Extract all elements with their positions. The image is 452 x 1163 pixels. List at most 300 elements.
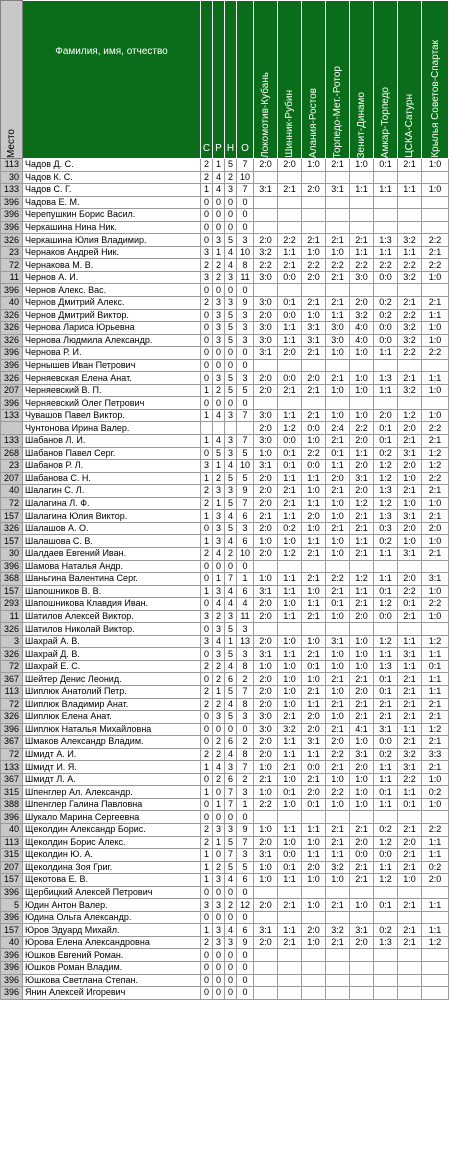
prediction-cell: 2:1 — [302, 547, 326, 560]
player-name-cell: Шалашова С. В. — [23, 535, 201, 548]
prediction-cell: 0:0 — [374, 610, 398, 623]
prediction-cell: 2:0 — [422, 874, 449, 887]
prediction-cell: 3:1 — [398, 510, 422, 523]
prediction-cell: 2:1 — [398, 159, 422, 172]
wins-cell: 0 — [201, 987, 213, 1000]
table-row — [1, 711, 449, 724]
stat-header-r: Р — [213, 1, 225, 159]
prediction-cell — [254, 284, 278, 297]
prediction-cell: 2:2 — [350, 422, 374, 435]
prediction-cell: 3:0 — [326, 322, 350, 335]
prediction-cell: 1:1 — [374, 246, 398, 259]
table-row — [1, 573, 449, 586]
player-name-cell: Шаньгина Валентина Серг. — [23, 573, 201, 586]
losses-cell: 3 — [225, 435, 237, 448]
points-cell: 0 — [237, 209, 254, 222]
prediction-cell — [422, 209, 449, 222]
points-cell: 3 — [237, 234, 254, 247]
player-name-cell: Чадов С. Г. — [23, 184, 201, 197]
prediction-cell: 3:1 — [374, 723, 398, 736]
prediction-cell: 2:1 — [302, 573, 326, 586]
prediction-cell: 2:0 — [374, 409, 398, 422]
prediction-cell: 2:1 — [326, 936, 350, 949]
prediction-cell: 1:0 — [398, 535, 422, 548]
prediction-cell: 4:1 — [350, 723, 374, 736]
losses-cell: 0 — [225, 560, 237, 573]
points-cell: 6 — [237, 510, 254, 523]
prediction-cell: 1:1 — [302, 497, 326, 510]
table-row — [1, 359, 449, 372]
prediction-cell: 1:2 — [350, 573, 374, 586]
points-cell: 7 — [237, 184, 254, 197]
prediction-cell — [278, 284, 302, 297]
prediction-cell: 1:2 — [422, 936, 449, 949]
prediction-cell: 2:1 — [278, 711, 302, 724]
prediction-cell — [374, 962, 398, 975]
rank-cell: 113 — [1, 685, 23, 698]
prediction-cell: 1:2 — [278, 547, 302, 560]
prediction-cell: 2:0 — [326, 472, 350, 485]
prediction-cell: 1:1 — [374, 648, 398, 661]
wins-cell: 0 — [201, 911, 213, 924]
prediction-cell: 1:0 — [350, 660, 374, 673]
prediction-cell: 0:1 — [278, 447, 302, 460]
points-cell: 8 — [237, 748, 254, 761]
draws-cell: 3 — [213, 648, 225, 661]
prediction-cell: 1:1 — [302, 535, 326, 548]
prediction-cell: 3:2 — [254, 246, 278, 259]
prediction-cell: 1:1 — [374, 761, 398, 774]
player-name-cell: Чадова Е. М. — [23, 196, 201, 209]
prediction-cell: 2:2 — [254, 798, 278, 811]
prediction-cell: 2:1 — [278, 259, 302, 272]
prediction-cell: 3:0 — [254, 271, 278, 284]
points-cell: 0 — [237, 560, 254, 573]
prediction-cell: 2:1 — [326, 485, 350, 498]
prediction-cell: 1:0 — [422, 497, 449, 510]
wins-cell: 0 — [201, 447, 213, 460]
prediction-cell — [350, 949, 374, 962]
prediction-cell: 2:2 — [374, 259, 398, 272]
table-row — [1, 673, 449, 686]
prediction-cell: 2:0 — [302, 786, 326, 799]
draws-cell: 3 — [213, 522, 225, 535]
prediction-cell: 2:1 — [350, 510, 374, 523]
prediction-cell — [350, 284, 374, 297]
wins-cell: 0 — [201, 560, 213, 573]
prediction-cell — [254, 886, 278, 899]
prediction-cell: 2:1 — [398, 936, 422, 949]
prediction-cell: 1:0 — [302, 585, 326, 598]
points-cell: 7 — [237, 409, 254, 422]
prediction-cell: 1:1 — [422, 685, 449, 698]
prediction-cell: 1:0 — [302, 159, 326, 172]
prediction-cell: 1:1 — [326, 849, 350, 862]
losses-cell: 5 — [225, 497, 237, 510]
prediction-cell: 1:0 — [254, 823, 278, 836]
prediction-cell: 3:0 — [254, 711, 278, 724]
prediction-cell: 2:1 — [374, 711, 398, 724]
prediction-cell: 1:0 — [422, 535, 449, 548]
prediction-cell — [374, 987, 398, 1000]
prediction-cell — [350, 911, 374, 924]
prediction-cell — [422, 560, 449, 573]
prediction-cell: 1:0 — [326, 535, 350, 548]
prediction-cell — [398, 209, 422, 222]
losses-cell: 1 — [225, 635, 237, 648]
prediction-cell: 3:1 — [302, 322, 326, 335]
table-row — [1, 510, 449, 523]
prediction-cell: 2:0 — [254, 372, 278, 385]
prediction-cell: 2:1 — [398, 899, 422, 912]
table-row — [1, 485, 449, 498]
prediction-cell: 2:1 — [422, 761, 449, 774]
player-name-cell: Шпенглер Ал. Александр. — [23, 786, 201, 799]
prediction-cell — [374, 284, 398, 297]
rank-cell: 396 — [1, 962, 23, 975]
wins-cell: 1 — [201, 861, 213, 874]
prediction-cell: 1:0 — [326, 409, 350, 422]
prediction-cell — [374, 359, 398, 372]
prediction-cell: 1:0 — [326, 347, 350, 360]
table-row — [1, 372, 449, 385]
prediction-cell: 2:2 — [398, 259, 422, 272]
points-cell: 9 — [237, 297, 254, 310]
losses-cell: 3 — [225, 485, 237, 498]
draws-cell: 4 — [213, 761, 225, 774]
prediction-cell: 2:0 — [254, 159, 278, 172]
prediction-cell: 2:0 — [278, 159, 302, 172]
losses-cell: 3 — [225, 936, 237, 949]
prediction-cell — [422, 949, 449, 962]
wins-cell: 0 — [201, 522, 213, 535]
rank-cell: 396 — [1, 974, 23, 987]
draws-cell: 3 — [213, 334, 225, 347]
stat-header-s: С — [201, 1, 213, 159]
losses-cell: 0 — [225, 359, 237, 372]
prediction-cell: 3:1 — [398, 547, 422, 560]
points-cell: 13 — [237, 635, 254, 648]
table-row — [1, 798, 449, 811]
player-name-cell: Черняевский В. П. — [23, 384, 201, 397]
points-cell: 1 — [237, 573, 254, 586]
table-row — [1, 660, 449, 673]
player-name-cell: Шейтер Денис Леонид. — [23, 673, 201, 686]
draws-cell: 0 — [213, 911, 225, 924]
prediction-cell: 2:2 — [398, 309, 422, 322]
prediction-cell: 1:0 — [302, 836, 326, 849]
wins-cell: 0 — [201, 347, 213, 360]
prediction-cell: 1:2 — [422, 723, 449, 736]
prediction-cell: 1:0 — [398, 497, 422, 510]
table-row — [1, 987, 449, 1000]
wins-cell: 3 — [201, 899, 213, 912]
prediction-cell — [278, 811, 302, 824]
prediction-cell: 2:1 — [326, 723, 350, 736]
prediction-cell: 3:1 — [302, 334, 326, 347]
losses-cell: 7 — [225, 786, 237, 799]
table-row — [1, 209, 449, 222]
prediction-cell: 1:0 — [350, 798, 374, 811]
prediction-cell: 2:1 — [326, 823, 350, 836]
prediction-cell — [302, 886, 326, 899]
player-name-cell: Чадов Д. С. — [23, 159, 201, 172]
prediction-cell: 1:0 — [254, 535, 278, 548]
prediction-cell: 2:0 — [350, 761, 374, 774]
player-name-cell: Черкашина Нина Ник. — [23, 221, 201, 234]
table-row — [1, 924, 449, 937]
rank-cell: 30 — [1, 171, 23, 184]
rank-cell: 157 — [1, 924, 23, 937]
player-name-cell: Черняевская Елена Анат. — [23, 372, 201, 385]
table-row — [1, 460, 449, 473]
wins-cell: 0 — [201, 949, 213, 962]
wins-cell: 0 — [201, 322, 213, 335]
player-name-cell: Шабанов Павел Серг. — [23, 447, 201, 460]
table-row — [1, 761, 449, 774]
prediction-cell: 0:1 — [374, 786, 398, 799]
prediction-cell — [326, 962, 350, 975]
rank-cell: 315 — [1, 849, 23, 862]
rank-cell: 11 — [1, 271, 23, 284]
losses-cell: 5 — [225, 472, 237, 485]
draws-cell: 3 — [213, 309, 225, 322]
rank-cell: 396 — [1, 560, 23, 573]
wins-cell: 0 — [201, 974, 213, 987]
points-cell: 0 — [237, 397, 254, 410]
wins-cell: 0 — [201, 221, 213, 234]
prediction-cell: 1:1 — [278, 510, 302, 523]
losses-cell: 0 — [225, 911, 237, 924]
prediction-cell — [254, 221, 278, 234]
prediction-cell: 0:1 — [374, 435, 398, 448]
prediction-cell: 0:1 — [278, 297, 302, 310]
points-cell: 3 — [237, 623, 254, 636]
prediction-cell: 1:0 — [422, 384, 449, 397]
prediction-cell: 2:0 — [350, 485, 374, 498]
draws-cell: 4 — [213, 171, 225, 184]
rank-cell: 367 — [1, 773, 23, 786]
draws-cell: 2 — [213, 472, 225, 485]
prediction-cell: 0:2 — [422, 786, 449, 799]
prediction-cell — [350, 962, 374, 975]
points-cell: 3 — [237, 522, 254, 535]
rank-cell: 396 — [1, 359, 23, 372]
prediction-cell: 2:0 — [350, 460, 374, 473]
prediction-cell — [278, 560, 302, 573]
prediction-cell: 3:1 — [326, 635, 350, 648]
player-name-cell: Юрова Елена Александровна — [23, 936, 201, 949]
prediction-cell: 4:0 — [350, 334, 374, 347]
prediction-cell: 1:1 — [278, 610, 302, 623]
table-row — [1, 849, 449, 862]
draws-cell: 0 — [213, 284, 225, 297]
rank-cell: 396 — [1, 221, 23, 234]
prediction-cell — [254, 196, 278, 209]
prediction-cell — [278, 623, 302, 636]
prediction-cell: 1:0 — [254, 447, 278, 460]
table-row — [1, 823, 449, 836]
prediction-cell — [398, 886, 422, 899]
wins-cell: 0 — [201, 798, 213, 811]
prediction-cell: 0:1 — [302, 798, 326, 811]
prediction-cell: 3:0 — [254, 723, 278, 736]
prediction-cell: 2:1 — [278, 485, 302, 498]
prediction-cell — [278, 209, 302, 222]
rank-cell: 72 — [1, 698, 23, 711]
wins-cell: 0 — [201, 648, 213, 661]
rank-cell: 396 — [1, 987, 23, 1000]
prediction-cell: 2:1 — [398, 372, 422, 385]
prediction-cell: 1:0 — [326, 874, 350, 887]
player-name-cell: Чернаков Андрей Ник. — [23, 246, 201, 259]
prediction-cell — [254, 811, 278, 824]
table-row — [1, 560, 449, 573]
prediction-cell: 1:0 — [326, 773, 350, 786]
wins-cell: 1 — [201, 472, 213, 485]
losses-cell — [225, 422, 237, 435]
prediction-cell: 1:0 — [254, 660, 278, 673]
prediction-cell: 2:1 — [302, 773, 326, 786]
prediction-cell: 2:1 — [302, 610, 326, 623]
rank-cell: 11 — [1, 610, 23, 623]
match-header: Алания-Ростов — [302, 1, 326, 159]
rank-cell: 207 — [1, 384, 23, 397]
prediction-cell: 1:1 — [278, 874, 302, 887]
rank-cell: 5 — [1, 899, 23, 912]
prediction-cell: 1:1 — [350, 184, 374, 197]
player-name-cell: Шабанов Р. Л. — [23, 460, 201, 473]
prediction-cell — [278, 359, 302, 372]
prediction-cell — [326, 560, 350, 573]
player-name-cell: Шатилов Алексей Виктор. — [23, 610, 201, 623]
player-name-cell: Шахрай А. В. — [23, 635, 201, 648]
player-name-cell: Чернова Лариса Юрьевна — [23, 322, 201, 335]
prediction-cell: 2:0 — [302, 723, 326, 736]
points-cell: 0 — [237, 284, 254, 297]
table-row — [1, 936, 449, 949]
losses-cell: 4 — [225, 535, 237, 548]
prediction-cell: 1:1 — [278, 748, 302, 761]
prediction-cell: 1:0 — [278, 698, 302, 711]
prediction-cell: 1:2 — [278, 422, 302, 435]
rank-cell: 72 — [1, 497, 23, 510]
prediction-cell: 0:2 — [374, 535, 398, 548]
table-row — [1, 698, 449, 711]
draws-cell: 4 — [213, 409, 225, 422]
prediction-cell — [302, 974, 326, 987]
player-name-cell: Юров Эдуард Михайл. — [23, 924, 201, 937]
prediction-cell: 1:1 — [398, 246, 422, 259]
prediction-cell: 3:1 — [254, 184, 278, 197]
table-row — [1, 246, 449, 259]
wins-cell: 2 — [201, 297, 213, 310]
points-cell: 5 — [237, 861, 254, 874]
player-name-cell: Щеколдин Александр Борис. — [23, 823, 201, 836]
table-row — [1, 623, 449, 636]
points-cell: 9 — [237, 485, 254, 498]
prediction-cell: 1:1 — [278, 409, 302, 422]
prediction-cell: 2:2 — [422, 472, 449, 485]
player-name-cell: Шалагина Л. Ф. — [23, 497, 201, 510]
table-row — [1, 886, 449, 899]
rank-cell: 326 — [1, 309, 23, 322]
losses-cell: 5 — [225, 836, 237, 849]
prediction-cell: 2:1 — [278, 899, 302, 912]
rank-cell: 40 — [1, 823, 23, 836]
prediction-cell: 2:2 — [350, 259, 374, 272]
rank-cell: 326 — [1, 372, 23, 385]
prediction-cell: 2:0 — [254, 836, 278, 849]
table-row — [1, 962, 449, 975]
prediction-cell: 2:0 — [254, 685, 278, 698]
prediction-cell: 2:1 — [398, 736, 422, 749]
rank-cell: 72 — [1, 660, 23, 673]
prediction-cell: 1:1 — [374, 573, 398, 586]
prediction-cell: 1:1 — [278, 736, 302, 749]
wins-cell: 0 — [201, 962, 213, 975]
points-cell: 7 — [237, 836, 254, 849]
player-name-cell: Чернов Дмитрий Алекс. — [23, 297, 201, 310]
prediction-cell — [326, 284, 350, 297]
player-name-cell: Юшков Роман Владим. — [23, 962, 201, 975]
prediction-cell: 2:1 — [422, 736, 449, 749]
points-cell: 3 — [237, 372, 254, 385]
prediction-cell: 1:0 — [254, 861, 278, 874]
draws-cell: 0 — [213, 347, 225, 360]
points-cell: 0 — [237, 723, 254, 736]
prediction-cell: 3:0 — [350, 271, 374, 284]
draws-cell: 2 — [213, 610, 225, 623]
prediction-cell: 3:2 — [350, 309, 374, 322]
prediction-cell: 2:1 — [278, 936, 302, 949]
prediction-cell — [302, 196, 326, 209]
wins-cell: 0 — [201, 359, 213, 372]
table-row — [1, 347, 449, 360]
table-row — [1, 435, 449, 448]
wins-cell: 0 — [201, 397, 213, 410]
prediction-cell: 1:1 — [350, 447, 374, 460]
prediction-cell — [398, 359, 422, 372]
prediction-cell: 2:1 — [302, 648, 326, 661]
prediction-cell: 1:0 — [398, 874, 422, 887]
prediction-cell: 1:0 — [422, 184, 449, 197]
wins-cell: 0 — [201, 234, 213, 247]
prediction-cell: 0:0 — [350, 849, 374, 862]
losses-cell: 4 — [225, 585, 237, 598]
player-name-cell: Шмидт И. Я. — [23, 761, 201, 774]
prediction-cell — [422, 962, 449, 975]
prediction-cell: 2:1 — [326, 159, 350, 172]
prediction-cell — [278, 911, 302, 924]
points-cell: 7 — [237, 761, 254, 774]
prediction-cell: 1:1 — [422, 309, 449, 322]
prediction-cell — [350, 359, 374, 372]
wins-cell: 1 — [201, 435, 213, 448]
prediction-cell: 1:0 — [302, 874, 326, 887]
losses-cell: 4 — [225, 748, 237, 761]
prediction-cell: 1:0 — [350, 786, 374, 799]
prediction-cell — [374, 209, 398, 222]
table-row — [1, 422, 449, 435]
prediction-cell: 2:1 — [326, 761, 350, 774]
losses-cell: 5 — [225, 384, 237, 397]
prediction-cell: 2:1 — [302, 234, 326, 247]
draws-cell: 2 — [213, 384, 225, 397]
prediction-cell: 2:1 — [254, 510, 278, 523]
losses-cell: 0 — [225, 284, 237, 297]
prediction-cell: 1:0 — [302, 635, 326, 648]
